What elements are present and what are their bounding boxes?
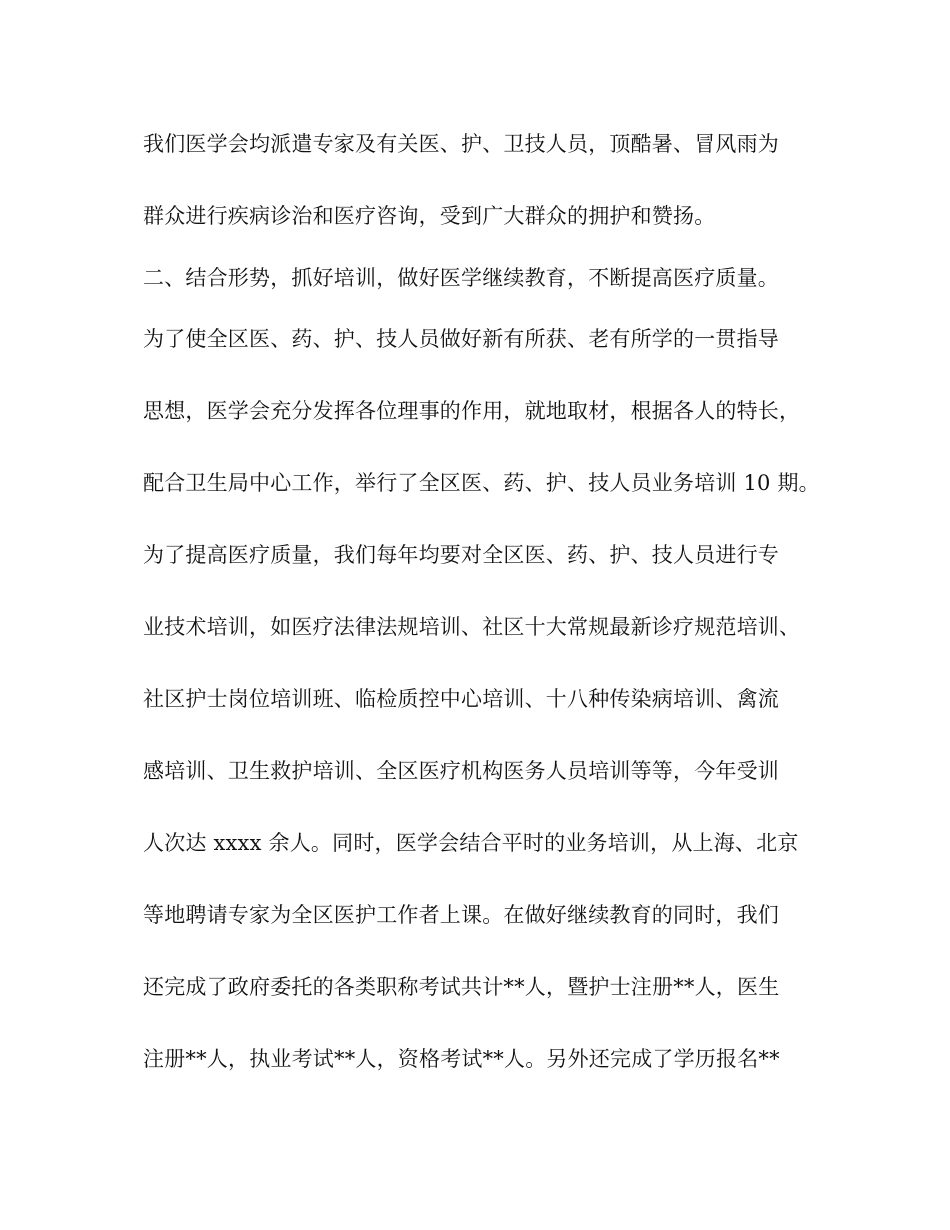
text-line: 社区护士岗位培训班、临检质控中心培训、十八种传染病培训、禽流 [143,687,779,711]
text-line: 感培训、卫生救护培训、全区医疗机构医务人员培训等等，今年受训 [143,759,779,783]
text-line: 配合卫生局中心工作，举行了全区医、药、护、技人员业务培训 10 期。 [143,471,820,495]
text-line: 思想，医学会充分发挥各位理事的作用，就地取材，根据各人的特长， [143,399,801,423]
text-line: 注册**人，执业考试**人，资格考试**人。另外还完成了学历报名** [143,1047,780,1071]
text-line: 业技术培训，如医疗法律法规培训、社区十大常规最新诊疗规范培训、 [143,615,801,639]
text-line: 还完成了政府委托的各类职称考试共计**人，暨护士注册**人，医生 [143,975,780,999]
text-line: 人次达 xxxx 余人。同时，医学会结合平时的业务培训，从上海、北京 [143,831,799,855]
section-heading: 二、结合形势，抓好培训，做好医学继续教育，不断提高医疗质量。 [143,266,779,290]
text-line: 等地聘请专家为全区医护工作者上课。在做好继续教育的同时，我们 [143,903,779,927]
text-line: 为了提高医疗质量，我们每年均要对全区医、药、护、技人员进行专 [143,543,779,567]
text-line: 为了使全区医、药、护、技人员做好新有所获、老有所学的一贯指导 [143,327,779,351]
text-line: 我们医学会均派遣专家及有关医、护、卫技人员，顶酷暑、冒风雨为 [143,132,779,156]
text-line: 群众进行疾病诊治和医疗咨询，受到广大群众的拥护和赞扬。 [143,204,716,228]
